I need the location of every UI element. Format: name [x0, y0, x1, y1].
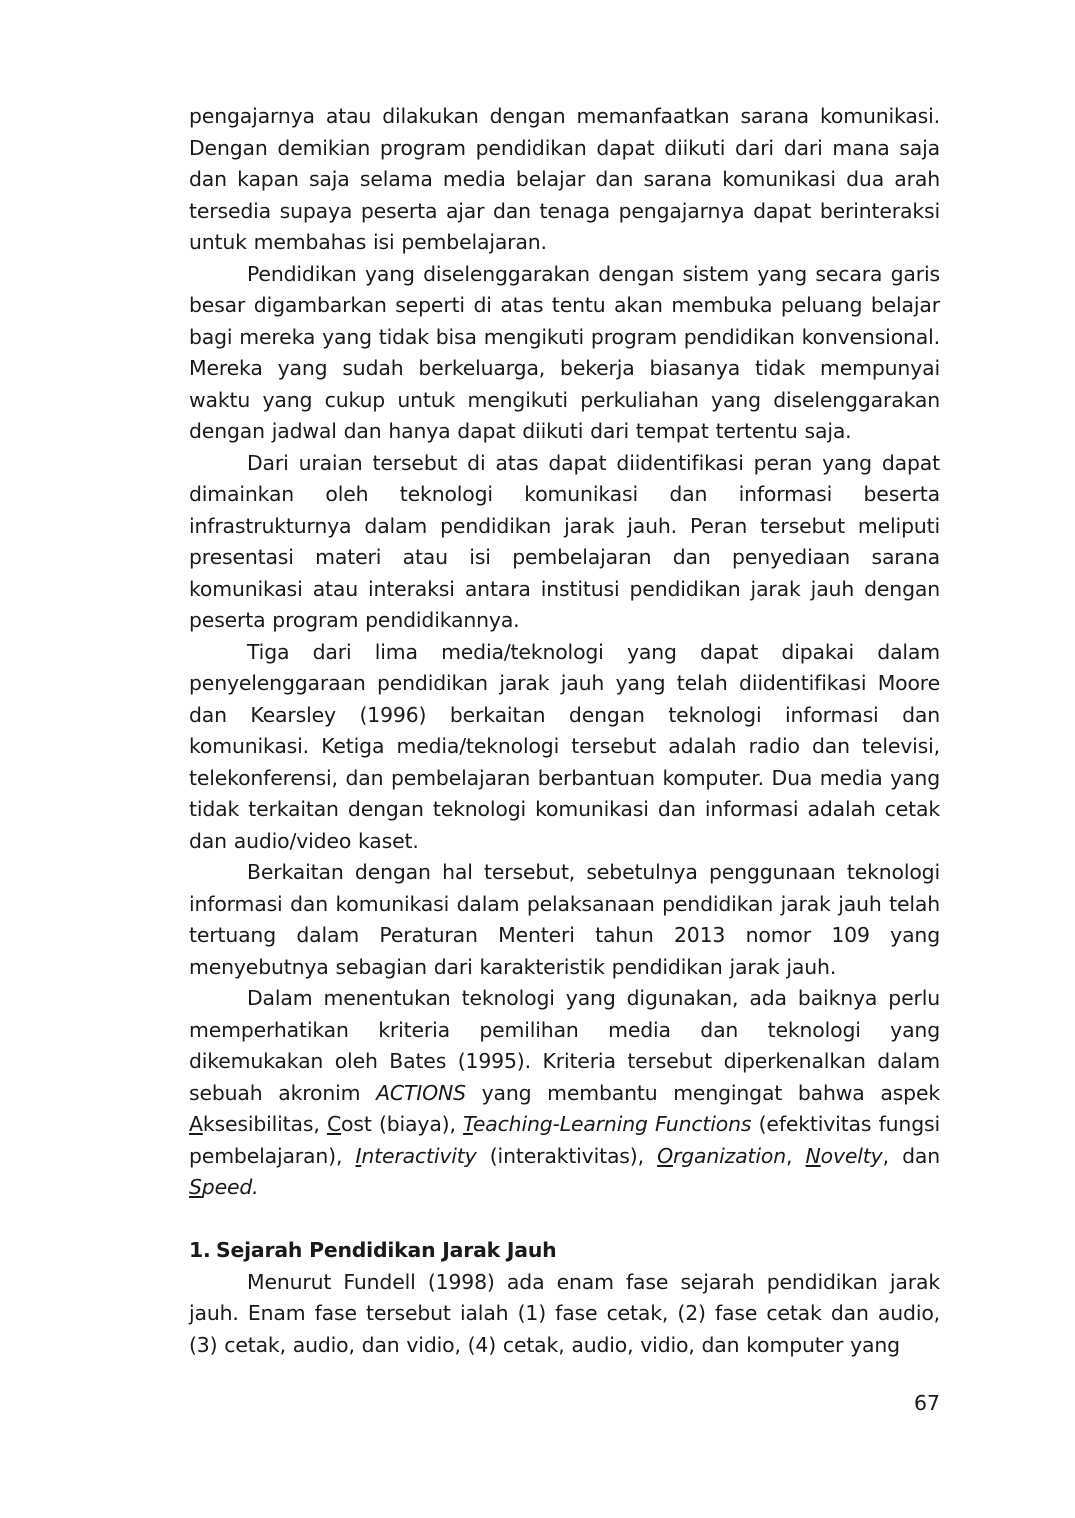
letter-s: S — [189, 1175, 202, 1199]
paragraph-continuation: pengajarnya atau dilakukan dengan memanfaatkan sarana komunikasi. Dengan demikian program pendidikan dapat diikuti dari dari mana saja dan kapan saja selama media belajar dan sarana komunikasi dua arah tersedia supaya peserta ajar dan tenaga pengajarnya dapat berinteraksi untuk membahas isi pembelajaran. — [189, 104, 940, 254]
organization-text: rganization — [673, 1143, 787, 1168]
separator-dan: , dan — [882, 1143, 940, 1168]
letter-o: O — [657, 1143, 673, 1168]
section-title: Sejarah Pendidikan Jarak Jauh — [216, 1238, 557, 1262]
teaching-learning-note: (efektivitas fungsi pembelajaran), — [189, 1112, 940, 1168]
cost-text: ost (biaya), — [341, 1112, 464, 1136]
speed-text: peed. — [201, 1175, 259, 1199]
actions-lead-text: Dalam menentukan teknologi yang digunakan, ada baiknya perlu memperhatikan kriteria pemilihan media dan teknologi yang dikemukakan oleh Bates (1995). Kriteria tersebut diperkenalkan dalam sebuah akronim — [189, 986, 940, 1105]
paragraph-education-system: Pendidikan yang diselenggarakan dengan sistem yang secara garis besar digambarkan seperti di atas tentu akan membuka peluang belajar bagi mereka yang tidak bisa mengikuti program pendidikan konvensional. Mereka yang sudah berkeluarga, bekerja biasanya tidak mempunyai waktu yang cukup untuk mengikuti perkuliahan yang diselenggarakan dengan jadwal dan hanya dapat diikuti dari tempat tertentu saja. — [189, 261, 940, 443]
teaching-learning-text: eaching-Learning Functions — [472, 1112, 752, 1136]
section-number: 1. — [189, 1238, 211, 1262]
letter-t: T — [463, 1112, 473, 1136]
spacer — [189, 1204, 940, 1236]
paragraph-media-technology: Tiga dari lima media/teknologi yang dapat dipakai dalam penyelenggaraan pendidikan jarak jauh yang telah diidentifikasi Moore dan Kearsley (1996) berkaitan dengan teknologi informasi dan komunikasi. Ketiga media/teknologi tersebut adalah radio dan televisi, telekonferensi, dan pembelajaran berbantuan komputer. Dua media yang tidak terkaitan dengan teknologi komunikasi dan informasi adalah cetak dan audio/video kaset. — [189, 639, 940, 853]
paragraph-ict-role: Dari uraian tersebut di atas dapat diidentifikasi peran yang dapat dimainkan oleh teknologi komunikasi dan informasi beserta infrastrukturnya dalam pendidikan jarak jauh. Peran tersebut meliputi presentasi materi atau isi pembelajaran dan penyediaan sarana komunikasi atau interaksi antara institusi pendidikan jarak jauh dengan peserta program pendidikannya. — [189, 450, 940, 632]
page-number: 67 — [914, 1391, 940, 1415]
letter-c: C — [326, 1112, 342, 1136]
page-body — [189, 101, 940, 1361]
actions-after-acronym: yang membantu mengingat bahwa aspek — [465, 1080, 941, 1105]
separator-comma: , — [786, 1143, 806, 1168]
paragraph-actions-criteria — [189, 983, 940, 1204]
interactivity-note: (interaktivitas), — [476, 1143, 658, 1168]
actions-acronym: ACTIONS — [376, 1080, 466, 1105]
paragraph-history-phases: Menurut Fundell (1998) ada enam fase sejarah pendidikan jarak jauh. Enam fase tersebut ialah (1) fase cetak, (2) fase cetak dan audio, (3) cetak, audio, dan vidio, (4) cetak, audio, vidio, dan komputer yang — [189, 1269, 940, 1357]
aksesibilitas-text: ksesibilitas, — [202, 1112, 327, 1136]
paragraph-regulation: Berkaitan dengan hal tersebut, sebetulnya penggunaan teknologi informasi dan komunikasi dalam pelaksanaan pendidikan jarak jauh telah tertuang dalam Peraturan Menteri tahun 2013 nomor 109 yang menyebutnya sebagian dari karakteristik pendidikan jarak jauh. — [189, 860, 940, 979]
letter-a: A — [189, 1112, 203, 1136]
novelty-text: ovelty — [820, 1143, 883, 1168]
interactivity-text: nteractivity — [361, 1143, 477, 1168]
letter-i: I — [355, 1143, 362, 1168]
letter-n: N — [805, 1143, 821, 1168]
section-heading — [189, 1235, 940, 1267]
